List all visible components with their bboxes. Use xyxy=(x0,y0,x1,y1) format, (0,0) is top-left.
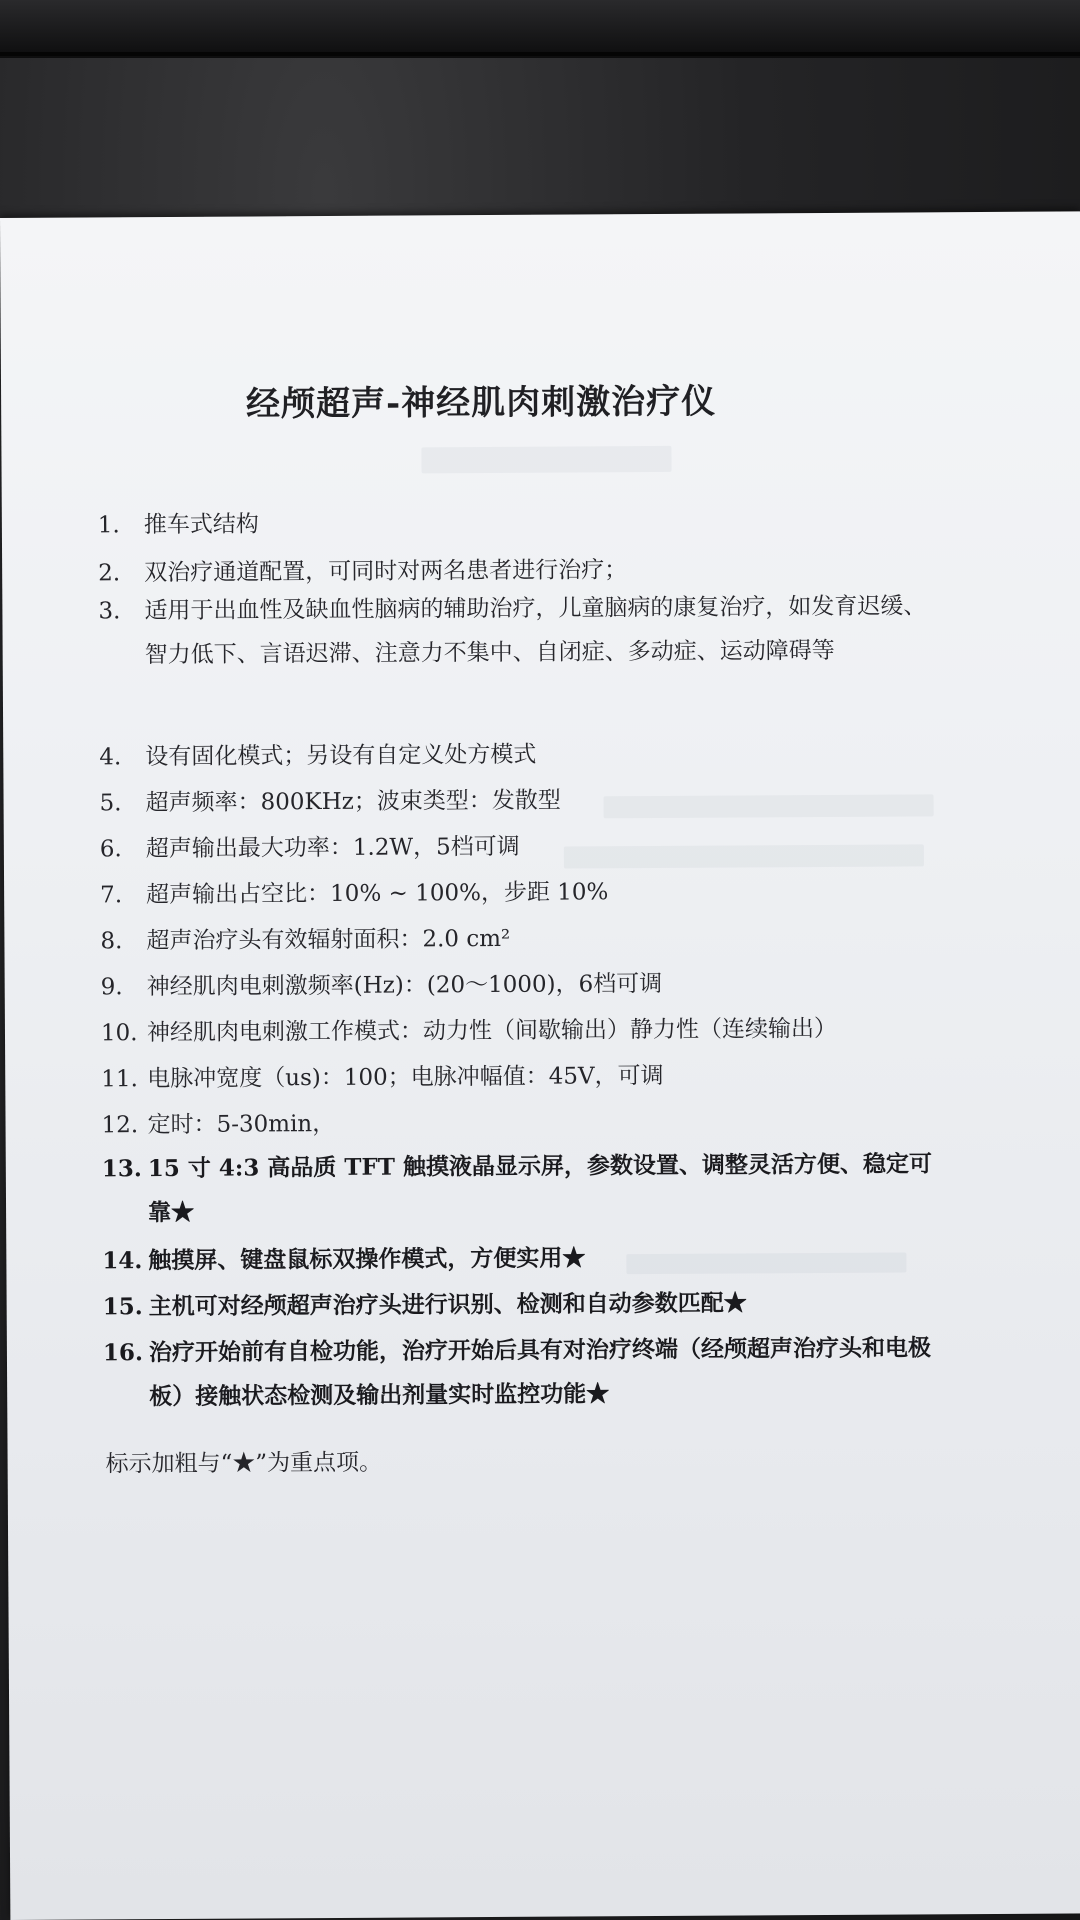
item-text: 主机可对经颅超声治疗头进行识别、检测和自动参数匹配★ xyxy=(148,1289,747,1321)
item-text: 超声输出最大功率：1.2W，5档可调 xyxy=(145,833,520,863)
item-text: 15 寸 4:3 高品质 TFT 触摸液晶显示屏，参数设置、调整灵活方便、稳定可靠★ xyxy=(147,1150,932,1227)
item-number: 11. xyxy=(101,1066,138,1093)
spec-item xyxy=(101,1052,961,1101)
spec-item-key xyxy=(102,1234,962,1283)
item-text: 触摸屏、键盘鼠标双操作模式，方便实用★ xyxy=(148,1244,586,1275)
item-number: 6. xyxy=(99,836,122,863)
desk-edge xyxy=(0,0,1080,58)
item-number: 4. xyxy=(99,744,122,771)
item-text: 双治疗通道配置，可同时对两名患者进行治疗； xyxy=(144,557,628,587)
item-number: 1. xyxy=(97,512,120,539)
spec-item xyxy=(98,584,959,677)
item-text: 超声治疗头有效辐射面积：2.0 cm² xyxy=(146,925,511,955)
item-number: 10. xyxy=(100,1020,138,1047)
item-number: 13. xyxy=(101,1155,142,1183)
item-text: 神经肌肉电刺激频率(Hz)：(20～1000)，6档可调 xyxy=(146,970,663,1001)
paper-sheet xyxy=(0,211,1080,1920)
item-number: 9. xyxy=(100,974,123,1001)
spec-item xyxy=(100,914,960,963)
item-text: 超声频率：800KHz；波束类型：发散型 xyxy=(145,787,561,817)
item-text: 设有固化模式；另设有自定义处方模式 xyxy=(145,741,537,771)
spec-item xyxy=(99,730,959,779)
item-text: 超声输出占空比：10% ~ 100%，步距 10% xyxy=(146,879,609,909)
spec-document xyxy=(0,211,1080,1920)
item-text: 推车式结构 xyxy=(143,511,259,539)
spec-item xyxy=(98,498,958,547)
item-number: 5. xyxy=(99,790,122,817)
spec-item xyxy=(100,868,960,917)
item-number: 16. xyxy=(102,1339,144,1367)
spec-item xyxy=(101,1006,961,1055)
item-text: 治疗开始前有自检功能，治疗开始后具有对治疗终端（经颅超声治疗头和电极板）接触状态检测及输出剂量实时监控功能★ xyxy=(148,1334,932,1411)
item-text: 神经肌肉电刺激工作模式：动力性（间歇输出）静力性（连续输出） xyxy=(146,1015,838,1047)
spec-item-key xyxy=(102,1142,963,1235)
item-number: 3. xyxy=(98,598,121,625)
item-text: 电脉冲宽度（us)：100；电脉冲幅值：45V，可调 xyxy=(147,1062,664,1093)
item-text: 适用于出血性及缺血性脑病的辅助治疗，儿童脑病的康复治疗，如发育迟缓、智力低下、言语迟滞、注意力不集中、自闭症、多动症、运动障碍等 xyxy=(144,593,927,669)
spec-item xyxy=(101,1098,961,1147)
item-number: 15. xyxy=(102,1293,143,1321)
spec-item xyxy=(99,776,959,825)
footnote: 标示加粗与“★”为重点项。 xyxy=(105,1449,383,1478)
spec-item xyxy=(100,822,960,871)
item-number: 2. xyxy=(98,560,121,587)
item-number: 12. xyxy=(101,1112,139,1139)
spec-item-key xyxy=(103,1280,963,1329)
item-number: 7. xyxy=(100,882,123,909)
item-number: 8. xyxy=(100,928,123,955)
item-text: 定时：5-30min， xyxy=(147,1110,336,1139)
desk-seam xyxy=(0,52,1080,56)
document-title: 经颅超声-神经肌肉刺激治疗仪 xyxy=(245,381,717,425)
spec-item xyxy=(101,960,961,1009)
spec-item-key xyxy=(103,1326,964,1419)
item-number: 14. xyxy=(102,1247,143,1275)
